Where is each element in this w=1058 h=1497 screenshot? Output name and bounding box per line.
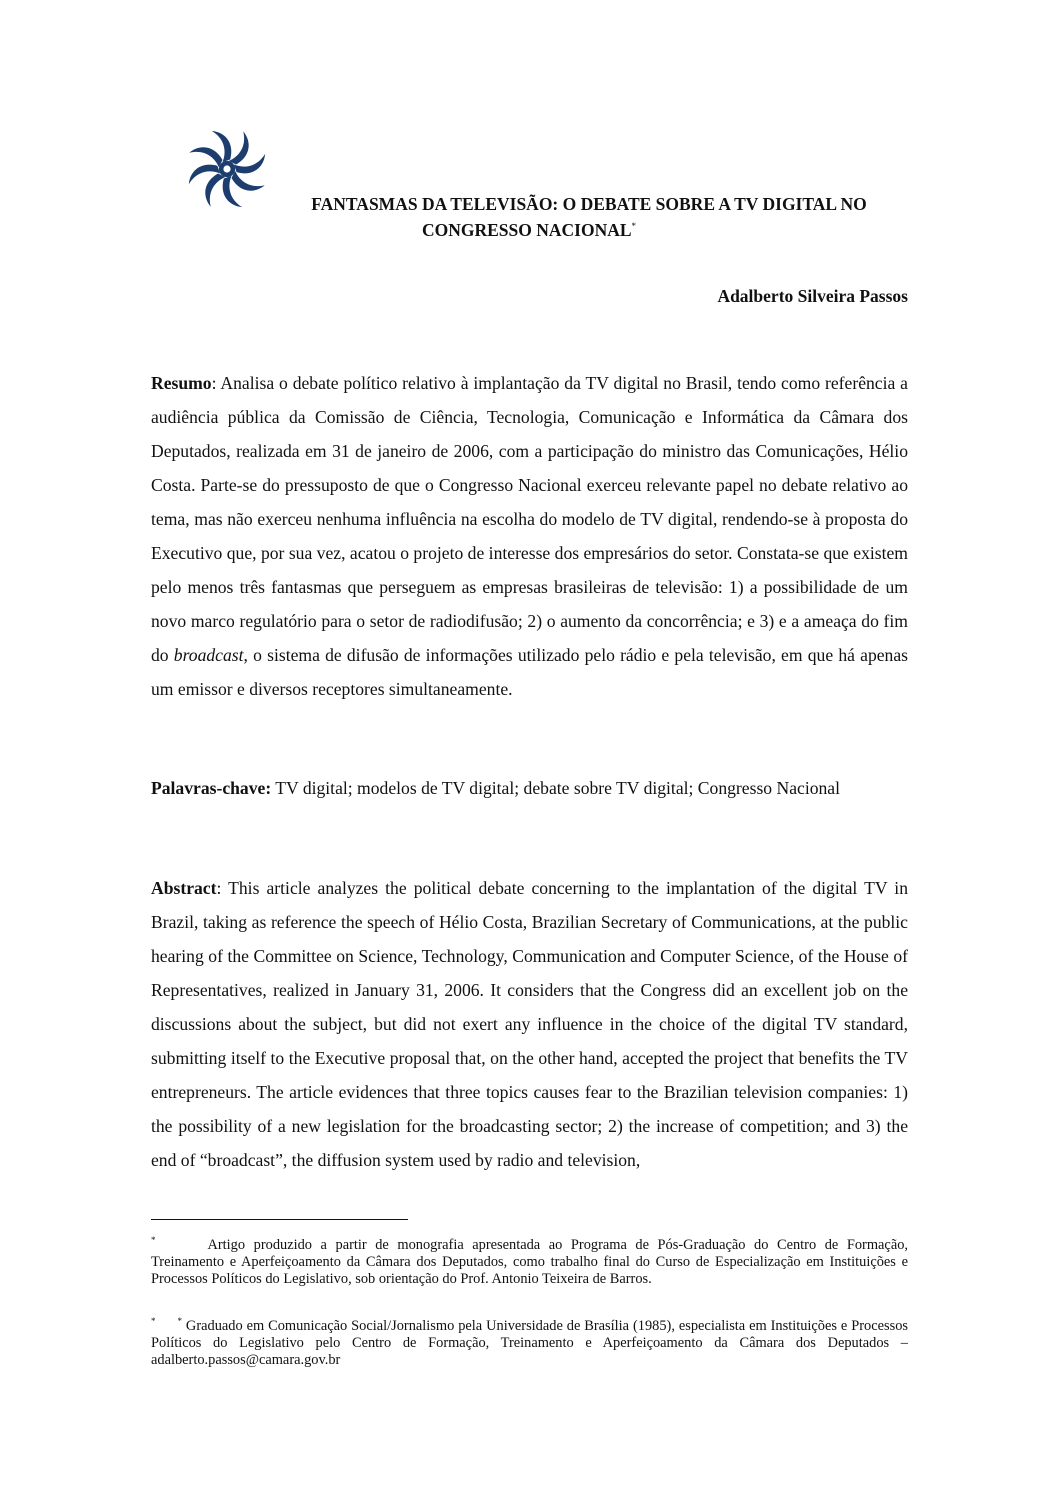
resumo-italic-term: broadcast	[173, 645, 244, 665]
footnote-2-inner-marker: *	[177, 1316, 182, 1326]
title-line-2	[150, 215, 908, 241]
abstract-paragraph	[151, 871, 908, 1177]
resumo-label: Resumo	[151, 373, 212, 393]
abstract-label: Abstract	[151, 878, 217, 898]
footnote-2-text: Graduado em Comunicação Social/Jornalismo pela Universidade de Brasília (1985), especialista em Instituições e Processos Políticos do Legislativo pelo Centro de Formação, Treinamento e Aperfeiçoamento da Câmara dos Deputados – adalberto.passos@camara.gov.br	[151, 1318, 908, 1368]
footnote-1-text: Artigo produzido a partir de monografia apresentada ao Programa de Pós-Graduação do Centro de Formação, Treinamento e Aperfeiçoamento da Câmara dos Deputados, como trabalho final do Curso de Especialização em Instituições e Processos Políticos do Legislativo, sob orientação do Prof. Antonio Teixeira de Barros.	[151, 1237, 908, 1287]
footnote-1	[151, 1232, 908, 1288]
keywords-label: Palavras-chave:	[151, 778, 272, 798]
paper-title	[150, 193, 908, 241]
title-line-1: FANTASMAS DA TELEVISÃO: O DEBATE SOBRE A TV DIGITAL NO	[311, 194, 867, 214]
author-name: Adalberto Silveira Passos	[717, 286, 908, 306]
keywords-paragraph	[151, 771, 908, 805]
footnote-2	[151, 1313, 908, 1369]
title-line-2-text: CONGRESSO NACIONAL	[421, 219, 632, 240]
footnote-1-marker: *	[151, 1235, 156, 1245]
title-footnote-marker: *	[631, 221, 637, 231]
footnote-2-marker: *	[151, 1316, 156, 1326]
keywords-text: TV digital; modelos de TV digital; debate sobre TV digital; Congresso Nacional	[271, 778, 840, 798]
resumo-text-1: : Analisa o debate político relativo à implantação da TV digital no Brasil, tendo como referência a audiência pública da Comissão de Ciência, Tecnologia, Comunicação e Informática da Câmara dos Deputados, realizada em 31 de janeiro de 2006, com a participação do ministro das Comunicações, Hélio Costa. Parte-se do pressuposto de que o Congresso Nacional exerceu relevante papel no debate relativo ao tema, mas não exerceu nenhuma influência na escolha do modelo de TV digital, rendendo-se à proposta do Executivo que, por sua vez, acatou o projeto de interesse dos empresários do setor. Constata-se que existem pelo menos três fantasmas que perseguem as empresas brasileiras de televisão: 1) a possibilidade de um novo marco regulatório para o setor de radiodifusão; 2) o aumento da concorrência; e 3) e a ameaça do fim do	[151, 373, 908, 665]
resumo-paragraph	[151, 366, 908, 706]
footnote-divider	[151, 1219, 408, 1220]
resumo-text-2: , o sistema de difusão de informações utilizado pelo rádio e pela televisão, em que há apenas um emissor e diversos receptores simultaneamente.	[151, 645, 908, 699]
abstract-text: : This article analyzes the political debate concerning to the implantation of the digital TV in Brazil, taking as reference the speech of Hélio Costa, Brazilian Secretary of Communications, at the public hearing of the Committee on Science, Technology, Communication and Computer Science, of the House of Representatives, realized in January 31, 2006. It considers that the Congress did an excellent job on the discussions about the subject, but did not exert any influence in the choice of the digital TV standard, submitting itself to the Executive proposal that, on the other hand, accepted the project that benefits the TV entrepreneurs. The article evidences that three topics causes fear to the Brazilian television companies: 1) the possibility of a new legislation for the broadcasting sector; 2) the increase of competition; and 3) the end of “broadcast”, the diffusion system used by radio and television,	[151, 878, 908, 1170]
